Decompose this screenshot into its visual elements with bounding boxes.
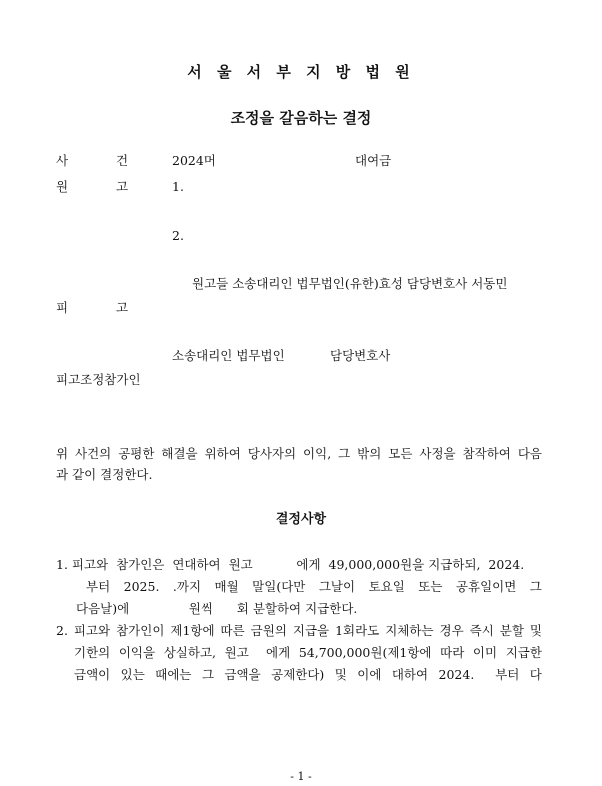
word: .까지	[172, 579, 202, 594]
item-1-line-3: 다음날)에 원씩 회 분할하여 지급한다.	[76, 601, 358, 616]
item-2-line-3	[74, 667, 542, 683]
word: 부터	[86, 579, 111, 594]
word: 금액이	[74, 667, 111, 682]
word: 지체하는	[385, 623, 434, 638]
plaintiff-item-2: 2.	[172, 228, 184, 243]
court-name: 서 울 서 부 지 방 법 원	[187, 63, 415, 81]
word: 공제한다)	[271, 667, 325, 682]
word: 사건의	[75, 446, 112, 461]
plaintiff-label-2: 고	[116, 179, 129, 194]
word: 그	[338, 446, 351, 461]
defendant-counsel-firm: 소송대리인 법무법인	[172, 348, 285, 363]
word: 피고와	[73, 623, 111, 638]
plaintiff-label-1: 원	[56, 179, 69, 194]
word: 그	[201, 667, 215, 682]
word: 에게	[266, 645, 291, 660]
word: 다음	[517, 446, 542, 461]
word: 금액을	[224, 667, 261, 682]
word: 다	[529, 667, 542, 682]
word: 2025.	[123, 579, 160, 594]
word: 따라	[440, 645, 465, 660]
defendant-counsel-role: 담당변호사	[330, 348, 391, 363]
case-label-2: 건	[116, 153, 129, 168]
word: 있는	[120, 667, 145, 682]
case-name: 대여금	[355, 153, 392, 168]
intro-line-2: 과 같이 결정한다.	[56, 467, 153, 482]
word: 2024.	[438, 667, 475, 682]
word: 1회라도	[335, 623, 380, 638]
word: 이익,	[303, 446, 332, 461]
word: 상실하고,	[163, 645, 216, 660]
word: 즉시	[469, 623, 494, 638]
word: 지급한	[505, 645, 542, 660]
word: 기한의	[74, 645, 111, 660]
intervenor-label: 피고조정참가인	[56, 372, 141, 387]
word: 때에는	[155, 667, 192, 682]
word: 참가인이	[116, 623, 165, 638]
word: 공휴일이면	[455, 579, 517, 594]
case-number: 2024머	[172, 153, 216, 168]
word: 매월	[214, 579, 239, 594]
word: 54,700,000원(제1항에	[298, 645, 432, 660]
word: 또는	[418, 579, 443, 594]
word: 공평한	[118, 446, 155, 461]
document-title: 조정을 갈음하는 결정	[230, 109, 372, 127]
word: 및	[529, 623, 542, 638]
word: 대하여	[391, 667, 429, 682]
word: 밖의	[357, 446, 382, 461]
word: 지급을	[292, 623, 330, 638]
item-1-line-1: 1. 피고와 참가인은 연대하여 원고 에게 49,000,000원을 지급하되, 2024.	[56, 557, 525, 572]
word: 모든	[388, 446, 413, 461]
word: 금원의	[250, 623, 287, 638]
word: 그날이	[318, 579, 356, 594]
word: 따른	[220, 623, 245, 638]
word: 이미	[472, 645, 498, 660]
word: 사정을	[419, 446, 456, 461]
plaintiff-item-1: 1.	[172, 179, 184, 194]
word: 원고	[224, 645, 249, 660]
word: 부터	[495, 667, 520, 682]
word: 이익을	[118, 645, 156, 660]
word: 말일(다만	[252, 579, 306, 594]
item-2-line-1	[56, 623, 542, 639]
word: 토요일	[368, 579, 405, 594]
word: 위하여	[204, 446, 241, 461]
page-number: - 1 -	[290, 770, 312, 783]
word: 해결을	[161, 446, 198, 461]
intro-line-1	[56, 446, 542, 462]
section-title: 결정사항	[275, 512, 327, 527]
word: 경우	[439, 623, 464, 638]
plaintiff-counsel: 원고들 소송대리인 법무법인(유한)효성 담당변호사 서동민	[192, 276, 508, 291]
word: 위	[56, 446, 69, 461]
word: 이에	[357, 667, 382, 682]
word: 참작하여	[462, 446, 511, 461]
case-label-1: 사	[56, 153, 69, 168]
word: 당사자의	[247, 446, 297, 461]
item-1-line-2	[86, 579, 542, 595]
word: 분할	[499, 623, 524, 638]
item-2-line-2	[74, 645, 542, 661]
word: 그	[529, 579, 542, 594]
word: 2.	[56, 623, 68, 638]
defendant-label-1: 피	[56, 300, 69, 315]
defendant-label-2: 고	[116, 300, 129, 315]
word: 제1항에	[170, 623, 215, 638]
word: 및	[334, 667, 347, 682]
